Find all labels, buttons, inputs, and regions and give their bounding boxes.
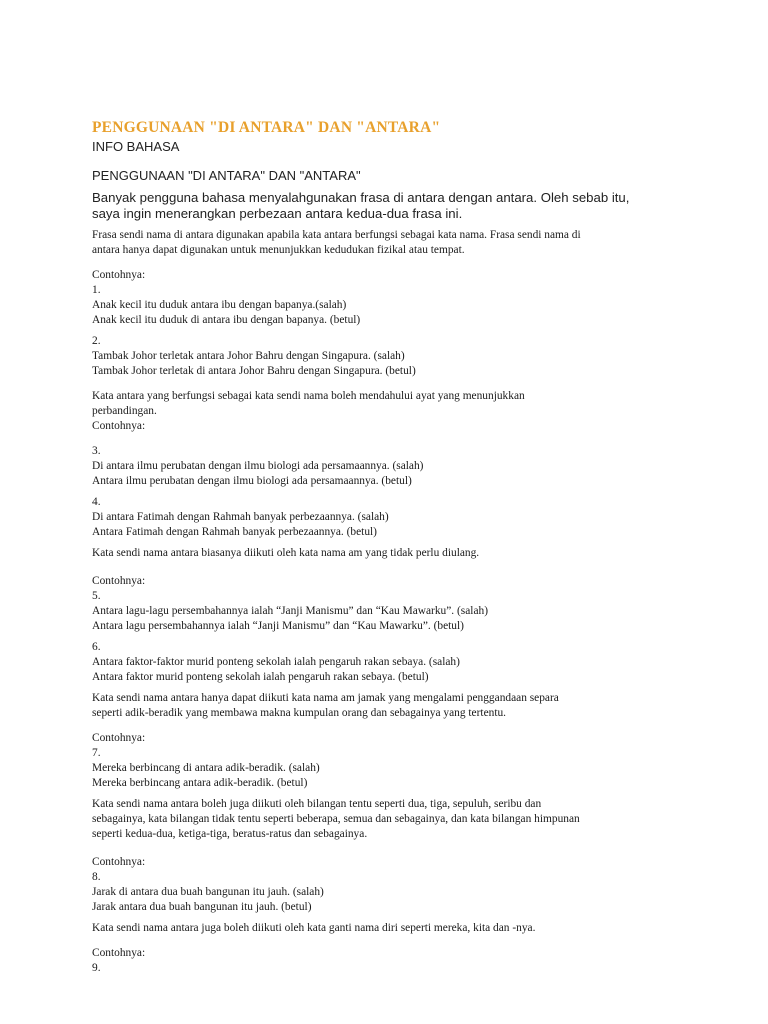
example-block [92, 731, 692, 791]
paragraph [92, 228, 692, 258]
example-wrong: Jarak di antara dua buah bangunan itu jauh. (salah) [92, 886, 324, 898]
example-correct: Jarak antara dua buah bangunan itu jauh. (betul) [92, 901, 312, 913]
paragraph-line: perbandingan. [92, 405, 157, 417]
example-block [92, 334, 692, 379]
example-correct: Mereka berbincang antara adik-beradik. (betul) [92, 777, 308, 789]
example-block [92, 855, 692, 915]
paragraph-line: sebagainya, kata bilangan tidak tentu seperti beberapa, semua dan sebagainya, dan kata bilangan himpunan [92, 813, 580, 825]
paragraph-line: antara hanya dapat digunakan untuk menunjukkan kedudukan fizikal atau tempat. [92, 244, 465, 256]
paragraph [92, 546, 692, 561]
example-correct: Antara faktor murid ponteng sekolah ialah pengaruh rakan sebaya. (betul) [92, 671, 429, 683]
example-label: Contohnya: [92, 732, 146, 744]
intro-line: Banyak pengguna bahasa menyalahgunakan frasa di antara dengan antara. Oleh sebab itu, [92, 190, 630, 205]
example-correct: Antara ilmu perubatan dengan ilmu biologi ada persamaannya. (betul) [92, 475, 412, 487]
paragraph [92, 691, 692, 721]
document-page [92, 118, 692, 976]
example-number: 2. [92, 335, 101, 347]
example-wrong: Antara lagu-lagu persembahannya ialah “Janji Manismu” dan “Kau Mawarku”. (salah) [92, 605, 488, 617]
example-number: 6. [92, 641, 101, 653]
example-wrong: Di antara ilmu perubatan dengan ilmu biologi ada persamaannya. (salah) [92, 460, 424, 472]
intro-line: saya ingin menerangkan perbezaan antara kedua-dua frasa ini. [92, 206, 463, 221]
example-label: Contohnya: [92, 269, 146, 281]
example-correct: Tambak Johor terletak di antara Johor Bahru dengan Singapura. (betul) [92, 365, 416, 377]
example-block [92, 268, 692, 328]
example-correct: Anak kecil itu duduk di antara ibu dengan bapanya. (betul) [92, 314, 361, 326]
paragraph [92, 389, 692, 434]
example-block [92, 946, 692, 976]
example-wrong: Anak kecil itu duduk antara ibu dengan bapanya.(salah) [92, 299, 347, 311]
example-number: 9. [92, 962, 101, 974]
document-title: PENGGUNAAN "DI ANTARA" DAN "ANTARA" [92, 119, 441, 136]
example-label: Contohnya: [92, 947, 146, 959]
example-block [92, 495, 692, 540]
example-wrong: Mereka berbincang di antara adik-beradik. (salah) [92, 762, 320, 774]
paragraph-line: Kata sendi nama antara biasanya diikuti oleh kata nama am yang tidak perlu diulang. [92, 547, 480, 559]
example-wrong: Tambak Johor terletak antara Johor Bahru dengan Singapura. (salah) [92, 350, 405, 362]
paragraph [92, 797, 692, 842]
paragraph-line: seperti kedua-dua, ketiga-tiga, beratus-ratus dan sebagainya. [92, 828, 368, 840]
example-correct: Antara Fatimah dengan Rahmah banyak perbezaannya. (betul) [92, 526, 377, 538]
example-label: Contohnya: [92, 856, 146, 868]
document-subtitle: INFO BAHASA [92, 139, 180, 154]
paragraph-line: Kata antara yang berfungsi sebagai kata sendi nama boleh mendahului ayat yang menunjukkan [92, 390, 525, 402]
paragraph-line: Kata sendi nama antara juga boleh diikuti oleh kata ganti nama diri seperti mereka, kita dan -nya. [92, 922, 536, 934]
intro-paragraph [92, 190, 692, 222]
paragraph-line: Kata sendi nama antara hanya dapat diikuti kata nama am jamak yang mengalami penggandaan separa [92, 692, 559, 704]
example-wrong: Antara faktor-faktor murid ponteng sekolah ialah pengaruh rakan sebaya. (salah) [92, 656, 460, 668]
paragraph-line: seperti adik-beradik yang membawa makna kumpulan orang dan sebagainya yang tertentu. [92, 707, 507, 719]
paragraph-line: Frasa sendi nama di antara digunakan apabila kata antara berfungsi sebagai kata nama. Frasa sendi nama di [92, 229, 581, 241]
example-block [92, 640, 692, 685]
section-heading: PENGGUNAAN "DI ANTARA" DAN "ANTARA" [92, 168, 361, 183]
example-block [92, 444, 692, 489]
example-number: 1. [92, 284, 101, 296]
example-wrong: Di antara Fatimah dengan Rahmah banyak perbezaannya. (salah) [92, 511, 389, 523]
example-number: 8. [92, 871, 101, 883]
example-number: 5. [92, 590, 101, 602]
example-number: 3. [92, 445, 101, 457]
example-block [92, 574, 692, 634]
paragraph [92, 921, 692, 936]
example-label: Contohnya: [92, 575, 146, 587]
example-number: 4. [92, 496, 101, 508]
example-correct: Antara lagu persembahannya ialah “Janji Manismu” dan “Kau Mawarku”. (betul) [92, 620, 464, 632]
paragraph-line: Kata sendi nama antara boleh juga diikuti oleh bilangan tentu seperti dua, tiga, sepuluh, seribu dan [92, 798, 542, 810]
example-number: 7. [92, 747, 101, 759]
example-label: Contohnya: [92, 420, 146, 432]
